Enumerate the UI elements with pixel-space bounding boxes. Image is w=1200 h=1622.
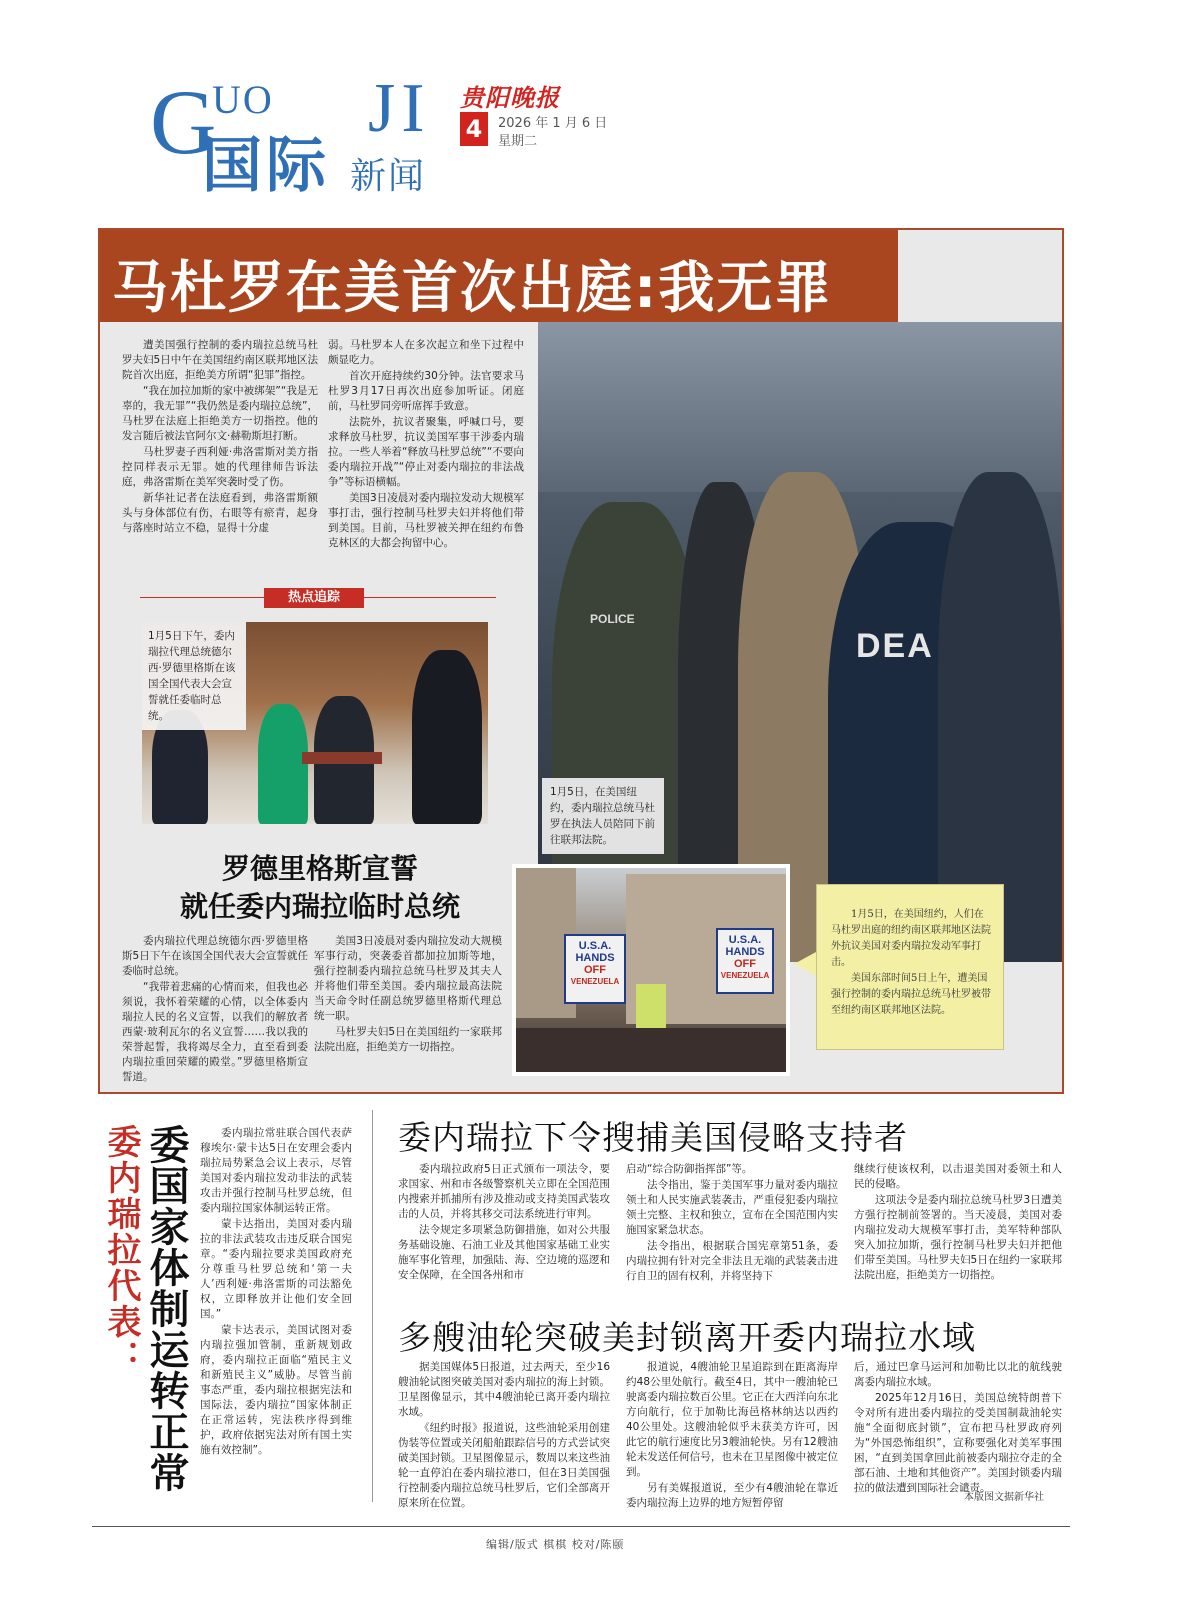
paragraph: 报道说，4艘油轮卫星追踪到在距离海岸约48公里处航行。截至4日，其中一艘油轮已驶离委内瑞拉数百公里。它正在大西洋向东北方向航行，位于加勒比海邑格林纳达以西约40公里处。这艘油轮似乎未获美方许可，因此它的航行速度比另3艘油轮快。另有12艘油轮未发送任何信号，也未在卫星图像中被定位到。 [626,1361,838,1478]
sign-line: HANDS [725,946,765,958]
photo-crowd [516,1028,790,1076]
vertical-title-main: 委国家体制运转正常 [143,1124,190,1493]
issue-date: 2026 年 1 月 6 日 [498,116,608,131]
paragraph: 继续行使该权利，以击退美国对委领土和人民的侵略。 [854,1163,1062,1190]
un-article-column [200,1126,352,1459]
photo-vest-text: POLICE [590,612,635,626]
inset-photo [142,622,488,824]
masthead-letters-ji: JI [368,70,431,147]
article-headline: 委内瑞拉下令搜捕美国侵略支持者 [398,1118,908,1157]
main-headline: 马杜罗在美首次出庭:我无罪 [112,256,833,321]
article-column [854,1162,1062,1284]
sign-line: VENEZUELA [570,977,620,986]
photo-background-building [538,322,1062,492]
paragraph: 弱。马杜罗本人在多次起立和坐下过程中颇显吃力。 [328,339,524,366]
sign-line: HANDS [575,952,615,964]
issue-weekday: 星期二 [498,134,538,149]
sign-line: OFF [734,958,756,970]
paragraph: 新华社记者在法庭看到，弗洛雷斯额头与身体部位有伤，右眼等有瘀青，起身与落座时站立不稳，显得十分虚 [122,492,318,534]
column-divider [372,1110,373,1502]
photo-figure [258,704,308,824]
sub-headline [140,850,500,926]
article-column [626,1360,838,1512]
sign-line: VENEZUELA [720,971,770,980]
paragraph: 2025年12月16日，美国总统特朗普下令对所有进出委内瑞拉的受美国制裁油轮实施“全面彻底封锁”，宣布把马杜罗政府列为“外国恐怖组织”，宣称要强化对美军事围困，“直到美国拿回此前被委内瑞拉夺走的全部石油、土地和其他资产”。美国封锁委内瑞拉的做法遭到国际社会谴责。 [854,1392,1062,1494]
article-column [854,1360,1062,1497]
paragraph: 委内瑞拉常驻联合国代表萨穆埃尔·蒙卡达5日在安理会委内瑞拉局势紧急会议上表示，尽管美国对委内瑞拉发动非法的武装攻击并强行控制马杜罗总统，但委内瑞拉国家体制运转正常。 [200,1127,352,1214]
sub-headline-line: 就任委内瑞拉临时总统 [179,890,460,923]
paragraph: 遭美国强行控制的委内瑞拉总统马杜罗夫妇5日中午在美国纽约南区联邦地区法院首次出庭，拒绝美方所谓“犯罪”指控。 [122,339,318,381]
paragraph: 美国3日凌晨对委内瑞拉发动大规模军事打击，强行控制马杜罗夫妇并将他们带到美国。目前，马杜罗被关押在纽约布鲁克林区的大都会拘留中心。 [328,492,524,549]
paper-name: 贵阳晚报 [460,83,560,112]
paragraph: “我带着悲痛的心情而来，但我也必须说，我怀着荣耀的心情，以全体委内瑞拉人民的名义宣誓，以我们的解放者西蒙·玻利瓦尔的名义宣誓……我以我的荣誉起誓，我将竭尽全力，直至看到委内瑞拉重回荣耀的殿堂。”罗德里格斯宣誓道。 [122,981,308,1083]
footer-divider [92,1526,1070,1527]
callout-pointer [794,952,816,976]
sign-line: U.S.A. [728,934,762,946]
paragraph: 蒙卡达表示，美国试图对委内瑞拉强加管制，重新规划政府，委内瑞拉正面临“殖民主义和新殖民主义”威胁。尽管当前事态严重，委内瑞拉根据宪法和国际法，委内瑞拉“国家体制正在正常运转，宪法秩序得到维护，政府依据宪法对所有国土实施有效控制”。 [200,1324,352,1456]
masthead-letters-uo: UO [212,77,274,122]
article-column [398,1162,610,1284]
paragraph: 法令指出，根据联合国宪章第51条，委内瑞拉拥有针对完全非法且无端的武装袭击进行自卫的固有权利，并将坚持下 [626,1240,838,1282]
photo-jacket-text: DEA [856,627,934,665]
page-footer: 编辑/版式 棋棋 校对/陈颐 [486,1538,625,1551]
paragraph: 委内瑞拉政府5日正式颁布一项法令，要求国家、州和市各级警察机关立即在全国范围内搜索并抓捕所有涉及推动或支持美国武装攻击的人员，并将其移交司法系统进行审判。 [398,1163,610,1220]
paragraph: 另有美媒报道说，至少有4艘油轮在靠近委内瑞拉海上边界的地方短暂停留 [626,1482,838,1509]
sub-article-column-1 [122,934,308,1086]
paragraph: 《纽约时报》报道说，这些油轮采用创建伪装等位置或关闭船舶跟踪信号的方式尝试突破美国封锁。卫星图像显示，数周以来这些油轮一直停泊在委内瑞拉港口，但在3日美国强行控制委内瑞拉总统马杜罗后，它们全部离开原来所在位置。 [398,1422,610,1509]
paragraph: 蒙卡达指出，美国对委内瑞拉的非法武装攻击违反联合国宪章。“委内瑞拉要求美国政府充分尊重马杜罗总统和‘第一夫人’西利娅·弗洛雷斯的司法豁免权，立即释放并让他们安全回国。” [200,1218,352,1320]
paragraph: 启动“综合防御指挥部”等。 [626,1163,753,1175]
paragraph: 1月5日，在美国纽约，人们在马杜罗出庭的纽约南区联邦地区法院外抗议美国对委内瑞拉发动军事打击。 [831,909,991,968]
paragraph: 法令规定多项紧急防御措施，如对公共服务基础设施、石油工业及其他国家基础工业实施军事化管理，加强陆、海、空边境的巡逻和安全保障，在全国各州和市 [398,1224,610,1281]
paragraph: 美国3日凌晨对委内瑞拉发动大规模军事行动，突袭委首都加拉加斯等地，强行控制委内瑞拉总统马杜罗及其夫人并将他们带至美国。委内瑞拉最高法院当天命令时任副总统罗德里格斯代理总统一职。 [314,935,502,1022]
photo-figure [412,650,482,824]
page-number: 4 [460,112,488,146]
feature-box [98,228,1064,1094]
sign-line: U.S.A. [578,940,612,952]
vertical-title-kicker: 委内瑞拉代表： [101,1124,141,1376]
protest-sign [636,984,666,1034]
article-column-2 [328,338,524,552]
protest-photo-caption [816,884,1004,1050]
paragraph: “我在加拉加斯的家中被绑架”“我是无辜的，我无罪”“我仍然是委内瑞拉总统”，马杜罗在法庭上拒绝美方一切指控。他的发言随后被法官阿尔文·赫勒斯坦打断。 [122,385,318,442]
paragraph: 马杜罗夫妇5日在美国纽约一家联邦法院出庭，拒绝美方一切指控。 [314,1026,502,1053]
article-column-1 [122,338,318,537]
article-headline: 多艘油轮突破美封锁离开委内瑞拉水域 [398,1318,976,1357]
article-column [398,1360,610,1512]
paragraph: 法院外，抗议者聚集，呼喊口号，要求释放马杜罗，抗议美国军事干涉委内瑞拉。一些人举着“释放马杜罗总统”“不要向委内瑞拉开战”“停止对委内瑞拉的非法战争”等标语横幅。 [328,416,524,488]
protest-sign [716,928,774,994]
sub-headline-line: 罗德里格斯宣誓 [221,852,418,885]
article-column [626,1162,838,1285]
masthead-section-title: 国际 [202,131,330,201]
paragraph: 美国东部时间5日上午，遭美国强行控制的委内瑞拉总统马杜罗被带至纽约南区联邦地区法院。 [831,973,991,1016]
paragraph: 法令指出，鉴于美国军事力量对委内瑞拉领土和人民实施武装袭击，严重侵犯委内瑞拉领土完整、主权和独立，宣布在全国范围内实施国家紧急状态。 [626,1179,838,1236]
masthead-section-subtitle: 新闻 [350,156,427,197]
photo-credit: 本版图文据新华社 [964,1492,1044,1503]
masthead-letter-g: G [150,71,217,173]
paragraph: 首次开庭持续约30分钟。法官要求马杜罗3月17日再次出庭参加听证。闭庭前，马杜罗同旁听席挥手致意。 [328,370,524,412]
headline-bar [100,230,898,322]
paragraph: 这项法令是委内瑞拉总统马杜罗3日遭美方强行控制前签署的。当天凌晨，美国对委内瑞拉发动大规模军事打击，美军特种部队突入加拉加斯，强行控制马杜罗夫妇并把他们带至美国。马杜罗夫妇5日在纽约一家联邦法院出庭，拒绝美方一切指控。 [854,1194,1062,1281]
paragraph: 马杜罗妻子西利娅·弗洛雷斯对美方指控同样表示无罪。她的代理律师告诉法庭，弗洛雷斯在美军突袭时受了伤。 [122,446,318,488]
sub-article-column-2 [314,934,502,1056]
protest-photo [512,864,790,1076]
main-photo-caption: 1月5日，在美国纽约，委内瑞拉总统马杜罗在执法人员陪同下前往联邦法院。 [542,778,664,854]
sign-line: OFF [584,964,606,976]
paragraph: 据美国媒体5日报道，过去两天，至少16艘油轮试图突破美国对委内瑞拉的海上封锁。卫星图像显示，其中4艘油轮已离开委内瑞拉水域。 [398,1361,610,1418]
hot-topic-label: 热点追踪 [264,588,364,608]
paragraph: 后，通过巴拿马运河和加勒比以北的航线驶离委内瑞拉水域。 [854,1361,1062,1388]
inset-photo-caption: 1月5日下午，委内瑞拉代理总统德尔西·罗德里格斯在该国全国代表大会宣誓就任委临时总统。 [142,622,246,730]
photo-table [302,752,382,764]
protest-sign [564,934,626,1004]
paragraph: 委内瑞拉代理总统德尔西·罗德里格斯5日下午在该国全国代表大会宣誓就任委临时总统。 [122,935,308,977]
paper-info [460,78,660,158]
